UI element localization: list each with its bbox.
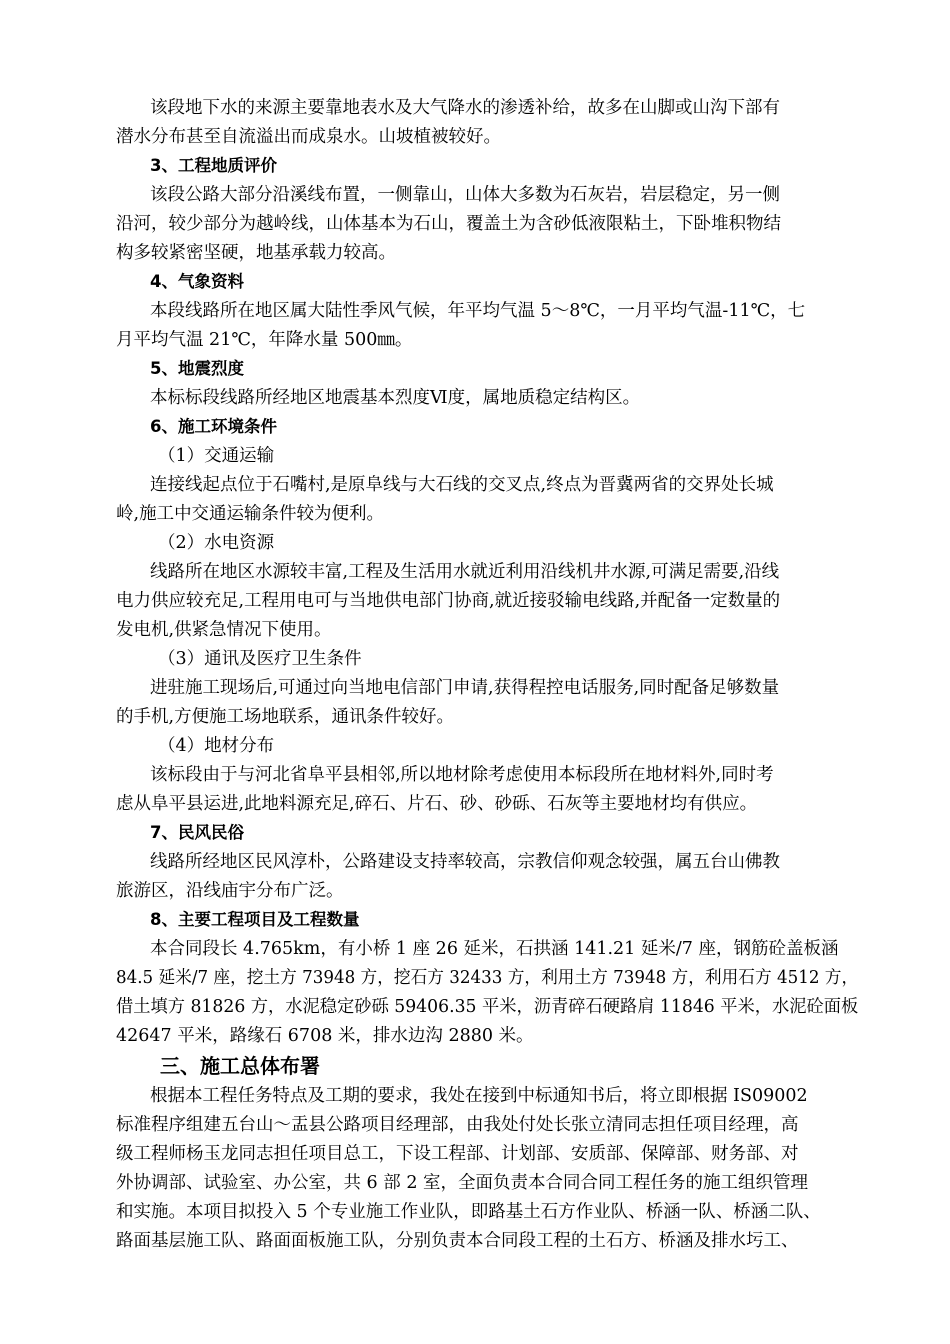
section-heading: 8、主要工程项目及工程数量 <box>150 910 360 929</box>
subsection-heading: （1）交通运输 <box>158 446 275 466</box>
paragraph-line: 级工程师杨玉龙同志担任项目总工，下设工程部、计划部、安质部、保障部、财务部、对 <box>116 1144 799 1164</box>
paragraph-line: 该段公路大部分沿溪线布置，一侧靠山，山体大多数为石灰岩，岩层稳定，另一侧 <box>150 185 780 205</box>
paragraph-line: 构多较紧密坚硬，地基承载力较高。 <box>116 243 396 263</box>
paragraph-line: 月平均气温 21℃，年降水量 500㎜。 <box>116 330 413 350</box>
paragraph-line: 电力供应较充足,工程用电可与当地供电部门协商,就近接驳输电线路,并配备一定数量的 <box>116 591 781 611</box>
paragraph-line: 潜水分布甚至自流溢出而成泉水。山坡植被较好。 <box>116 127 501 147</box>
section-heading: 7、民风民俗 <box>150 823 244 842</box>
paragraph-line: 发电机,供紧急情况下使用。 <box>116 620 332 640</box>
section-heading: 5、地震烈度 <box>150 359 244 378</box>
paragraph-line: 外协调部、试验室、办公室，共 6 部 2 室，全面负责本合同合同工程任务的施工组织管理 <box>116 1173 809 1193</box>
section-heading: 3、工程地质评价 <box>150 156 277 175</box>
paragraph-line: 42647 平米，路缘石 6708 米，排水边沟 2880 米。 <box>116 1026 534 1046</box>
paragraph-line: 本段线路所在地区属大陆性季风气候，年平均气温 5～8℃，一月平均气温-11℃，七 <box>150 301 806 321</box>
paragraph-line: 的手机,方便施工场地联系，通讯条件较好。 <box>116 707 455 727</box>
paragraph-line: 该标段由于与河北省阜平县相邻,所以地材除考虑使用本标段所在地材料外,同时考 <box>150 765 774 785</box>
section-heading: 4、气象资料 <box>150 272 244 291</box>
paragraph-line: 连接线起点位于石嘴村,是原阜线与大石线的交叉点,终点为晋冀两省的交界处长城 <box>150 475 774 495</box>
paragraph-line: 本标标段线路所经地区地震基本烈度Ⅵ度，属地质稳定结构区。 <box>150 388 641 408</box>
paragraph-line: 标准程序组建五台山～盂县公路项目经理部，由我处付处长张立清同志担任项目经理，高 <box>116 1115 799 1135</box>
paragraph-line: 本合同段长 4.765km，有小桥 1 座 26 延米，石拱涵 141.21 延米/7 座，钢筋砼盖板涵 <box>150 939 839 959</box>
paragraph-line: 借土填方 81826 方，水泥稳定砂砾 59406.35 平米，沥青碎石硬路肩 11846 平米，水泥砼面板 <box>116 997 859 1017</box>
subsection-heading: （4）地材分布 <box>158 736 275 756</box>
paragraph-line: 虑从阜平县运进,此地料源充足,碎石、片石、砂、砂砾、石灰等主要地材均有供应。 <box>116 794 758 814</box>
subsection-heading: （3）通讯及医疗卫生条件 <box>158 649 362 669</box>
paragraph-line: 线路所经地区民风淳朴，公路建设支持率较高，宗教信仰观念较强，属五台山佛教 <box>150 852 780 872</box>
paragraph-line: 和实施。本项目拟投入 5 个专业施工作业队，即路基土石方作业队、桥涵一队、桥涵二队、 <box>116 1202 821 1222</box>
chapter-heading: 三、施工总体布署 <box>160 1054 320 1078</box>
paragraph-line: 该段地下水的来源主要靠地表水及大气降水的渗透补给，故多在山脚或山沟下部有 <box>150 98 780 118</box>
paragraph-line: 路面基层施工队、路面面板施工队，分别负责本合同段工程的土石方、桥涵及排水圬工、 <box>116 1231 799 1251</box>
paragraph-line: 进驻施工现场后,可通过向当地电信部门申请,获得程控电话服务,同时配备足够数量 <box>150 678 780 698</box>
paragraph-line: 旅游区，沿线庙宇分布广泛。 <box>116 881 344 901</box>
paragraph-line: 线路所在地区水源较丰富,工程及生活用水就近利用沿线机井水源,可满足需要,沿线 <box>150 562 780 582</box>
subsection-heading: （2）水电资源 <box>158 533 275 553</box>
paragraph-line: 根据本工程任务特点及工期的要求，我处在接到中标通知书后，将立即根据 IS09002 <box>150 1086 808 1106</box>
paragraph-line: 沿河，较少部分为越岭线，山体基本为石山，覆盖土为含砂低液限粘土，下卧堆积物结 <box>116 214 781 234</box>
paragraph-line: 岭,施工中交通运输条件较为便利。 <box>116 504 385 524</box>
section-heading: 6、施工环境条件 <box>150 417 277 436</box>
paragraph-line: 84.5 延米/7 座，挖土方 73948 方，挖石方 32433 方，利用土方 73948 方，利用石方 4512 方， <box>116 968 859 988</box>
